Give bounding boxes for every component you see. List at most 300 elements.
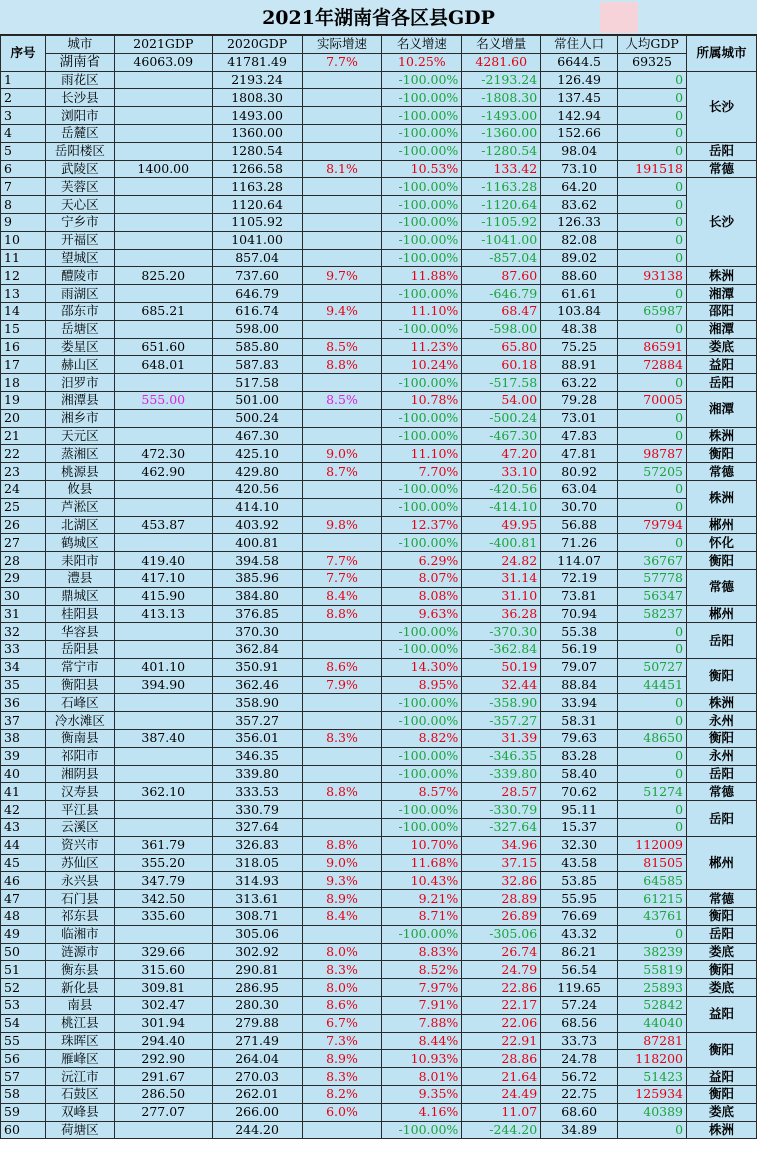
row-prefecture-city: 岳阳	[687, 142, 757, 160]
row-city-name: 望城区	[45, 249, 114, 267]
row-index: 14	[1, 302, 46, 320]
row-nominal-growth: -100.00%	[382, 427, 462, 445]
row-city-name: 雨花区	[45, 71, 114, 89]
row-nominal-growth: -100.00%	[382, 320, 462, 338]
row-index: 51	[1, 961, 46, 979]
row-gdp2021	[114, 427, 212, 445]
row-population: 55.95	[541, 890, 618, 908]
row-per-capita: 0	[618, 213, 687, 231]
row-index: 19	[1, 391, 46, 409]
row-prefecture-city: 常德	[687, 160, 757, 178]
row-nominal-growth: -100.00%	[382, 747, 462, 765]
row-per-capita: 0	[618, 409, 687, 427]
table-row	[1, 1032, 757, 1050]
row-population: 89.02	[541, 249, 618, 267]
row-gdp2020: 384.80	[212, 587, 302, 605]
row-prefecture-city: 怀化	[687, 534, 757, 552]
table-row	[1, 587, 757, 605]
row-gdp2020: 266.00	[212, 1103, 302, 1121]
row-population: 119.65	[541, 979, 618, 997]
row-nominal-growth: -100.00%	[382, 374, 462, 392]
row-city-name: 岳阳楼区	[45, 142, 114, 160]
table-row	[1, 765, 757, 783]
row-nominal-increase: -244.20	[462, 1121, 541, 1139]
row-population: 53.85	[541, 872, 618, 890]
row-nominal-increase: 49.95	[462, 516, 541, 534]
row-gdp2020: 585.80	[212, 338, 302, 356]
row-population: 86.21	[541, 943, 618, 961]
province-gdp2021: 46063.09	[114, 53, 212, 71]
row-gdp2021: 315.60	[114, 961, 212, 979]
row-prefecture-city: 衡阳	[687, 1086, 757, 1104]
row-per-capita: 48650	[618, 730, 687, 748]
row-city-name: 冷水滩区	[45, 712, 114, 730]
table-row	[1, 925, 757, 943]
row-city-name: 鼎城区	[45, 587, 114, 605]
row-nominal-increase: -305.06	[462, 925, 541, 943]
row-nominal-increase: -1163.28	[462, 178, 541, 196]
province-gdp2020: 41781.49	[212, 53, 302, 71]
table-row	[1, 819, 757, 837]
row-city-name: 天元区	[45, 427, 114, 445]
row-prefecture-city: 衡阳	[687, 908, 757, 926]
header-gdp2020: 2020GDP	[212, 36, 302, 54]
row-gdp2021	[114, 320, 212, 338]
row-prefecture-city: 岳阳	[687, 765, 757, 783]
row-prefecture-city: 郴州	[687, 516, 757, 534]
row-gdp2021	[114, 819, 212, 837]
row-gdp2020: 737.60	[212, 267, 302, 285]
row-per-capita: 57778	[618, 569, 687, 587]
row-real-growth	[302, 249, 382, 267]
row-index: 3	[1, 107, 46, 125]
row-population: 126.49	[541, 71, 618, 89]
row-per-capita: 0	[618, 89, 687, 107]
row-nominal-growth: 9.63%	[382, 605, 462, 623]
header-gdp2021: 2021GDP	[114, 36, 212, 54]
row-nominal-increase: -339.80	[462, 765, 541, 783]
row-real-growth	[302, 1121, 382, 1139]
row-gdp2021: 362.10	[114, 783, 212, 801]
row-per-capita: 112009	[618, 836, 687, 854]
row-real-growth: 7.3%	[302, 1032, 382, 1050]
row-nominal-increase: -1280.54	[462, 142, 541, 160]
row-population: 47.81	[541, 445, 618, 463]
row-gdp2020: 270.03	[212, 1068, 302, 1086]
row-index: 48	[1, 908, 46, 926]
row-population: 22.75	[541, 1086, 618, 1104]
row-nominal-growth: 7.97%	[382, 979, 462, 997]
row-population: 56.54	[541, 961, 618, 979]
row-real-growth: 7.7%	[302, 552, 382, 570]
row-gdp2020: 1041.00	[212, 231, 302, 249]
row-gdp2020: 1493.00	[212, 107, 302, 125]
row-city-name: 沅江市	[45, 1068, 114, 1086]
row-city-name: 祁东县	[45, 908, 114, 926]
province-population: 6644.5	[541, 53, 618, 71]
row-per-capita: 0	[618, 641, 687, 659]
row-city-name: 桃源县	[45, 463, 114, 481]
row-gdp2021: 415.90	[114, 587, 212, 605]
row-index: 11	[1, 249, 46, 267]
row-real-growth	[302, 765, 382, 783]
row-gdp2021: 453.87	[114, 516, 212, 534]
row-prefecture-city: 永州	[687, 747, 757, 765]
row-per-capita: 56347	[618, 587, 687, 605]
row-per-capita: 44451	[618, 676, 687, 694]
row-index: 42	[1, 801, 46, 819]
row-gdp2020: 308.71	[212, 908, 302, 926]
row-population: 88.60	[541, 267, 618, 285]
row-prefecture-city: 邵阳	[687, 302, 757, 320]
row-gdp2021: 347.79	[114, 872, 212, 890]
row-gdp2020: 376.85	[212, 605, 302, 623]
row-nominal-growth: -100.00%	[382, 712, 462, 730]
row-population: 56.88	[541, 516, 618, 534]
row-index: 2	[1, 89, 46, 107]
row-real-growth	[302, 320, 382, 338]
row-nominal-growth: -100.00%	[382, 71, 462, 89]
row-gdp2021: 342.50	[114, 890, 212, 908]
row-per-capita: 0	[618, 107, 687, 125]
row-gdp2020: 616.74	[212, 302, 302, 320]
row-city-name: 汨罗市	[45, 374, 114, 392]
row-gdp2021: 387.40	[114, 730, 212, 748]
row-nominal-increase: -1105.92	[462, 213, 541, 231]
row-nominal-growth: -100.00%	[382, 765, 462, 783]
row-gdp2021	[114, 89, 212, 107]
row-prefecture-city: 衡阳	[687, 658, 757, 694]
row-index: 38	[1, 730, 46, 748]
row-population: 152.66	[541, 124, 618, 142]
row-index: 16	[1, 338, 46, 356]
row-real-growth: 8.0%	[302, 979, 382, 997]
row-population: 75.25	[541, 338, 618, 356]
row-per-capita: 0	[618, 142, 687, 160]
row-gdp2020: 1808.30	[212, 89, 302, 107]
table-row	[1, 107, 757, 125]
row-per-capita: 0	[618, 124, 687, 142]
row-population: 33.73	[541, 1032, 618, 1050]
row-real-growth: 8.6%	[302, 658, 382, 676]
row-per-capita: 79794	[618, 516, 687, 534]
row-nominal-increase: -1120.64	[462, 196, 541, 214]
row-real-growth: 8.4%	[302, 587, 382, 605]
row-nominal-growth: -100.00%	[382, 89, 462, 107]
row-per-capita: 0	[618, 498, 687, 516]
row-population: 63.22	[541, 374, 618, 392]
province-name: 湖南省	[45, 53, 114, 71]
row-gdp2021: 309.81	[114, 979, 212, 997]
table-row	[1, 463, 757, 481]
row-city-name: 邵东市	[45, 302, 114, 320]
table-row	[1, 160, 757, 178]
row-real-growth: 8.3%	[302, 1068, 382, 1086]
row-nominal-growth: 8.57%	[382, 783, 462, 801]
row-real-growth	[302, 623, 382, 641]
table-row	[1, 872, 757, 890]
row-real-growth	[302, 71, 382, 89]
row-nominal-growth: 8.83%	[382, 943, 462, 961]
row-real-growth: 8.5%	[302, 391, 382, 409]
row-city-name: 岳麓区	[45, 124, 114, 142]
row-real-growth	[302, 178, 382, 196]
table-row	[1, 658, 757, 676]
row-prefecture-city: 岳阳	[687, 801, 757, 837]
row-index: 33	[1, 641, 46, 659]
row-prefecture-city: 益阳	[687, 1068, 757, 1086]
row-real-growth	[302, 374, 382, 392]
row-per-capita: 70005	[618, 391, 687, 409]
row-gdp2020: 1360.00	[212, 124, 302, 142]
row-nominal-increase: -400.81	[462, 534, 541, 552]
row-nominal-growth: 8.95%	[382, 676, 462, 694]
row-gdp2021: 685.21	[114, 302, 212, 320]
header-row	[1, 36, 757, 54]
row-prefecture-city: 益阳	[687, 997, 757, 1033]
row-population: 80.92	[541, 463, 618, 481]
table-row	[1, 569, 757, 587]
row-index: 43	[1, 819, 46, 837]
row-nominal-growth: 11.10%	[382, 445, 462, 463]
row-city-name: 荷塘区	[45, 1121, 114, 1139]
row-per-capita: 0	[618, 231, 687, 249]
row-gdp2020: 598.00	[212, 320, 302, 338]
row-nominal-increase: -646.79	[462, 285, 541, 303]
row-nominal-increase: 54.00	[462, 391, 541, 409]
row-gdp2021	[114, 124, 212, 142]
row-nominal-increase: 31.39	[462, 730, 541, 748]
row-gdp2020: 279.88	[212, 1014, 302, 1032]
row-population: 24.78	[541, 1050, 618, 1068]
table-row	[1, 1086, 757, 1104]
table-row	[1, 943, 757, 961]
row-per-capita: 25893	[618, 979, 687, 997]
row-per-capita: 0	[618, 534, 687, 552]
row-real-growth: 8.8%	[302, 605, 382, 623]
row-index: 24	[1, 480, 46, 498]
row-nominal-increase: 36.28	[462, 605, 541, 623]
table-row	[1, 124, 757, 142]
row-gdp2020: 362.84	[212, 641, 302, 659]
row-gdp2021	[114, 178, 212, 196]
row-nominal-growth: -100.00%	[382, 124, 462, 142]
row-gdp2020: 429.80	[212, 463, 302, 481]
row-gdp2021	[114, 623, 212, 641]
row-population: 73.81	[541, 587, 618, 605]
row-index: 58	[1, 1086, 46, 1104]
row-index: 52	[1, 979, 46, 997]
row-nominal-growth: 8.44%	[382, 1032, 462, 1050]
row-population: 70.94	[541, 605, 618, 623]
row-gdp2020: 500.24	[212, 409, 302, 427]
row-prefecture-city: 常德	[687, 463, 757, 481]
row-prefecture-city: 湘潭	[687, 391, 757, 427]
row-nominal-growth: 10.24%	[382, 356, 462, 374]
row-index: 8	[1, 196, 46, 214]
pink-stamp-decoration	[600, 2, 638, 33]
row-city-name: 攸县	[45, 480, 114, 498]
row-city-name: 华容县	[45, 623, 114, 641]
table-row	[1, 534, 757, 552]
row-population: 34.89	[541, 1121, 618, 1139]
row-index: 20	[1, 409, 46, 427]
row-gdp2021	[114, 747, 212, 765]
row-nominal-increase: 28.57	[462, 783, 541, 801]
row-index: 7	[1, 178, 46, 196]
row-per-capita: 51423	[618, 1068, 687, 1086]
table-row	[1, 961, 757, 979]
table-row	[1, 249, 757, 267]
row-real-growth: 8.5%	[302, 338, 382, 356]
table-row	[1, 979, 757, 997]
province-nominal-growth: 10.25%	[382, 53, 462, 71]
table-row	[1, 480, 757, 498]
row-real-growth	[302, 142, 382, 160]
row-gdp2021: 417.10	[114, 569, 212, 587]
row-gdp2021	[114, 142, 212, 160]
row-per-capita: 0	[618, 694, 687, 712]
row-real-growth	[302, 107, 382, 125]
row-population: 71.26	[541, 534, 618, 552]
row-nominal-growth: 8.82%	[382, 730, 462, 748]
row-nominal-growth: 11.88%	[382, 267, 462, 285]
province-row	[1, 53, 757, 71]
row-nominal-increase: -420.56	[462, 480, 541, 498]
row-nominal-growth: 10.78%	[382, 391, 462, 409]
row-prefecture-city: 湘潭	[687, 285, 757, 303]
row-gdp2021	[114, 498, 212, 516]
table-row	[1, 196, 757, 214]
row-per-capita: 118200	[618, 1050, 687, 1068]
row-index: 49	[1, 925, 46, 943]
row-index: 56	[1, 1050, 46, 1068]
row-gdp2020: 517.58	[212, 374, 302, 392]
row-nominal-growth: 6.29%	[382, 552, 462, 570]
row-gdp2020: 305.06	[212, 925, 302, 943]
row-nominal-increase: -362.84	[462, 641, 541, 659]
row-population: 73.10	[541, 160, 618, 178]
row-gdp2021	[114, 409, 212, 427]
row-real-growth: 8.1%	[302, 160, 382, 178]
row-real-growth	[302, 747, 382, 765]
row-real-growth	[302, 694, 382, 712]
row-city-name: 湘乡市	[45, 409, 114, 427]
row-city-name: 耒阳市	[45, 552, 114, 570]
row-nominal-growth: 7.70%	[382, 463, 462, 481]
row-gdp2021	[114, 801, 212, 819]
row-index: 4	[1, 124, 46, 142]
row-per-capita: 40389	[618, 1103, 687, 1121]
row-index: 40	[1, 765, 46, 783]
table-row	[1, 338, 757, 356]
row-nominal-increase: 31.14	[462, 569, 541, 587]
row-index: 9	[1, 213, 46, 231]
row-gdp2021: 462.90	[114, 463, 212, 481]
row-real-growth	[302, 819, 382, 837]
row-city-name: 芦淞区	[45, 498, 114, 516]
header-real-growth: 实际增速	[302, 36, 382, 54]
row-gdp2021: 329.66	[114, 943, 212, 961]
table-row	[1, 445, 757, 463]
row-index: 41	[1, 783, 46, 801]
row-gdp2021	[114, 925, 212, 943]
row-per-capita: 93138	[618, 267, 687, 285]
row-per-capita: 52842	[618, 997, 687, 1015]
row-nominal-growth: 10.53%	[382, 160, 462, 178]
row-city-name: 桃江县	[45, 1014, 114, 1032]
table-row	[1, 623, 757, 641]
row-index: 46	[1, 872, 46, 890]
row-city-name: 雁峰区	[45, 1050, 114, 1068]
row-population: 43.32	[541, 925, 618, 943]
table-row	[1, 320, 757, 338]
row-index: 18	[1, 374, 46, 392]
row-real-growth: 8.9%	[302, 1050, 382, 1068]
row-nominal-increase: -517.58	[462, 374, 541, 392]
row-city-name: 娄星区	[45, 338, 114, 356]
row-city-name: 宁乡市	[45, 213, 114, 231]
row-prefecture-city: 常德	[687, 890, 757, 908]
row-real-growth: 8.8%	[302, 783, 382, 801]
row-population: 95.11	[541, 801, 618, 819]
row-city-name: 临湘市	[45, 925, 114, 943]
row-index: 44	[1, 836, 46, 854]
row-nominal-increase: -467.30	[462, 427, 541, 445]
row-real-growth	[302, 124, 382, 142]
row-prefecture-city: 娄底	[687, 1103, 757, 1121]
title-bar	[0, 0, 757, 35]
row-gdp2020: 1105.92	[212, 213, 302, 231]
row-per-capita: 0	[618, 623, 687, 641]
row-gdp2021	[114, 213, 212, 231]
row-city-name: 石峰区	[45, 694, 114, 712]
row-city-name: 湘潭县	[45, 391, 114, 409]
row-nominal-growth: 8.01%	[382, 1068, 462, 1086]
row-nominal-increase: -327.64	[462, 819, 541, 837]
row-nominal-growth: 4.16%	[382, 1103, 462, 1121]
row-gdp2020: 327.64	[212, 819, 302, 837]
row-per-capita: 0	[618, 320, 687, 338]
row-gdp2020: 501.00	[212, 391, 302, 409]
row-per-capita: 64585	[618, 872, 687, 890]
row-gdp2020: 314.93	[212, 872, 302, 890]
row-gdp2020: 1266.58	[212, 160, 302, 178]
row-index: 36	[1, 694, 46, 712]
row-city-name: 双峰县	[45, 1103, 114, 1121]
row-index: 10	[1, 231, 46, 249]
row-nominal-growth: -100.00%	[382, 694, 462, 712]
table-row	[1, 1103, 757, 1121]
row-per-capita: 0	[618, 178, 687, 196]
row-nominal-growth: -100.00%	[382, 623, 462, 641]
row-gdp2020: 333.53	[212, 783, 302, 801]
row-population: 137.45	[541, 89, 618, 107]
row-nominal-increase: -2193.24	[462, 71, 541, 89]
row-city-name: 北湖区	[45, 516, 114, 534]
row-gdp2020: 370.30	[212, 623, 302, 641]
row-index: 1	[1, 71, 46, 89]
row-population: 73.01	[541, 409, 618, 427]
row-population: 68.60	[541, 1103, 618, 1121]
row-real-growth	[302, 641, 382, 659]
row-population: 58.31	[541, 712, 618, 730]
row-population: 58.40	[541, 765, 618, 783]
row-per-capita: 50727	[618, 658, 687, 676]
row-gdp2020: 346.35	[212, 747, 302, 765]
row-per-capita: 57205	[618, 463, 687, 481]
row-real-growth	[302, 196, 382, 214]
